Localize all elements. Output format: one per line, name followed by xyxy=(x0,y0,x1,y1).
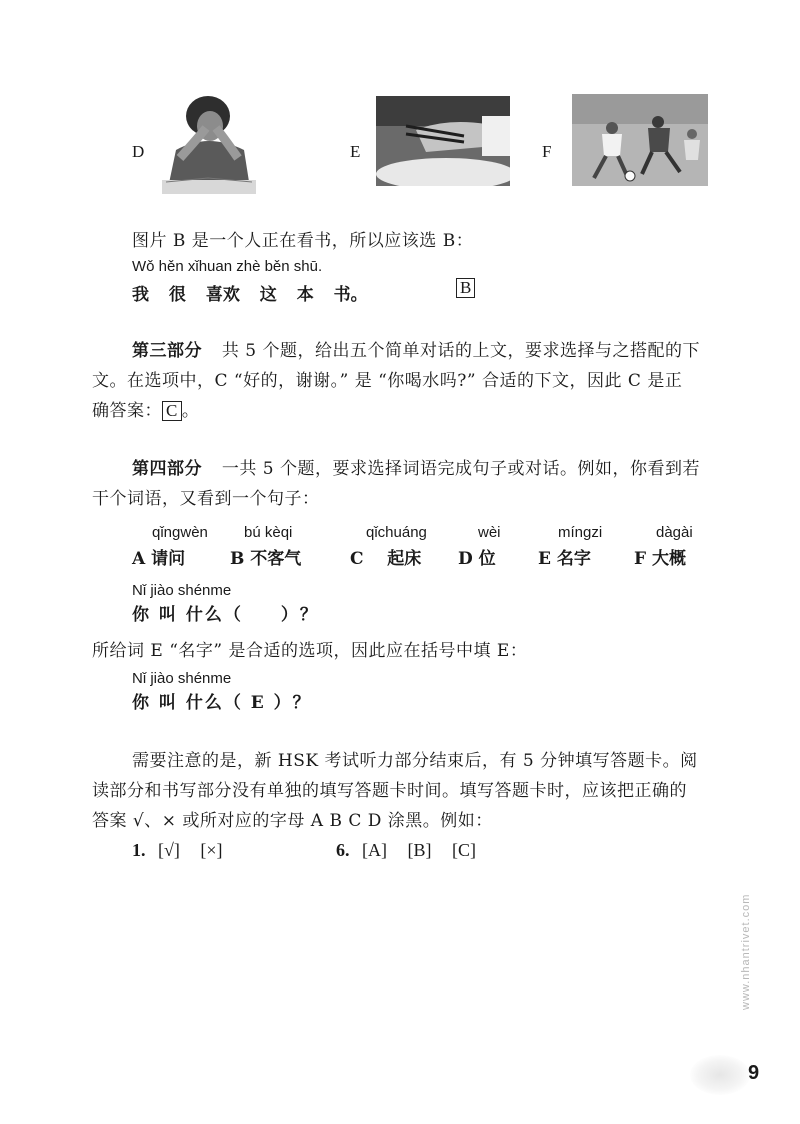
option-e: E 名字 xyxy=(538,549,591,569)
hanzi-6: 书。 xyxy=(333,285,368,305)
part4-explanation: 所给词 E “名字” 是合适的选项，因此应在括号中填 E： xyxy=(92,641,528,661)
part4-paragraph-line-1: 第四部分 一共 5 个题，要求选择词语完成句子或对话。例如，你看到若 xyxy=(132,459,701,479)
page-number: 9 xyxy=(748,1062,760,1084)
watermark: www.nhantrivet.com xyxy=(740,893,752,1010)
option-d: D 位 xyxy=(458,549,496,569)
option-f-pinyin: dàgài xyxy=(656,524,693,541)
question-sentence: 你 叫 什么（ ）？ xyxy=(132,605,319,625)
bubble-c: [C] xyxy=(452,840,476,860)
answer-pinyin: Nǐ jiào shénme xyxy=(132,670,232,687)
part3-paragraph-line-1: 第三部分 共 5 个题，给出五个简单对话的上文，要求选择与之搭配的下 xyxy=(132,341,701,361)
part3-paragraph-line-3: 确答案： C 。 xyxy=(92,401,200,421)
hanzi-5: 本 xyxy=(296,285,314,305)
part3-heading: 第三部分 xyxy=(132,341,202,361)
option-d-pinyin: wèi xyxy=(478,524,501,541)
answer-box-c: C xyxy=(162,401,182,421)
hanzi-3: 喜欢 xyxy=(205,285,240,305)
bubble-b: [B] xyxy=(407,840,432,860)
answer-sheet-item-6: 6. [A] [B] [C] xyxy=(336,840,476,860)
photo-hand-chopsticks xyxy=(376,96,510,186)
hanzi-1: 我 xyxy=(132,285,149,305)
part2-example-pinyin: Wǒ hěn xǐhuan zhè běn shū. xyxy=(132,258,323,275)
option-a-pinyin: qǐngwèn xyxy=(152,524,208,541)
bubble-a: [A] xyxy=(362,840,387,860)
option-b: B 不客气 xyxy=(230,549,302,569)
option-c: C 起床 xyxy=(350,549,422,569)
notice-line-3: 答案 √、× 或所对应的字母 A B C D 涂黑。例如： xyxy=(92,811,493,831)
bubble-cross: [×] xyxy=(200,840,223,860)
answer-box-b: B xyxy=(456,278,475,298)
answer-sheet-item-1: 1. [√] [×] xyxy=(132,840,223,860)
notice-line-1: 需要注意的是，新 HSK 考试听力部分结束后，有 5 分钟填写答题卡。阅 xyxy=(132,751,698,771)
hanzi-4: 这 xyxy=(259,285,277,305)
part3-paragraph-line-2: 文。在选项中，C “好的，谢谢。” 是 “你喝水吗?” 合适的下文，因此 C 是正 xyxy=(92,371,683,391)
part2-example-text: 图片 B 是一个人正在看书，所以应该选 B： xyxy=(132,231,474,251)
photo-football-players xyxy=(572,94,708,186)
part4-heading: 第四部分 xyxy=(132,459,202,479)
option-f: F 大概 xyxy=(634,549,686,569)
option-c-pinyin: qǐchuáng xyxy=(366,524,427,541)
image-label-f: F xyxy=(542,142,552,161)
option-e-pinyin: míngzi xyxy=(558,524,603,541)
image-label-d: D xyxy=(132,142,145,161)
part4-paragraph-line-2: 干个词语，又看到一个句子： xyxy=(92,489,320,509)
answer-sentence: 你 叫 什么（ E ）？ xyxy=(132,693,312,713)
question-pinyin: Nǐ jiào shénme xyxy=(132,582,232,599)
image-label-e: E xyxy=(350,142,361,161)
hanzi-2: 很 xyxy=(168,285,186,305)
photo-person-reading xyxy=(158,88,260,196)
notice-line-2: 读部分和书写部分没有单独的填写答题卡时间。填写答题卡时，应该把正确的 xyxy=(92,781,687,801)
part2-example-sentence xyxy=(132,280,368,305)
option-a: A 请问 xyxy=(132,549,186,569)
scan-smudge xyxy=(690,1055,750,1095)
bubble-check: [√] xyxy=(158,840,180,860)
option-b-pinyin: bú kèqi xyxy=(244,524,293,541)
